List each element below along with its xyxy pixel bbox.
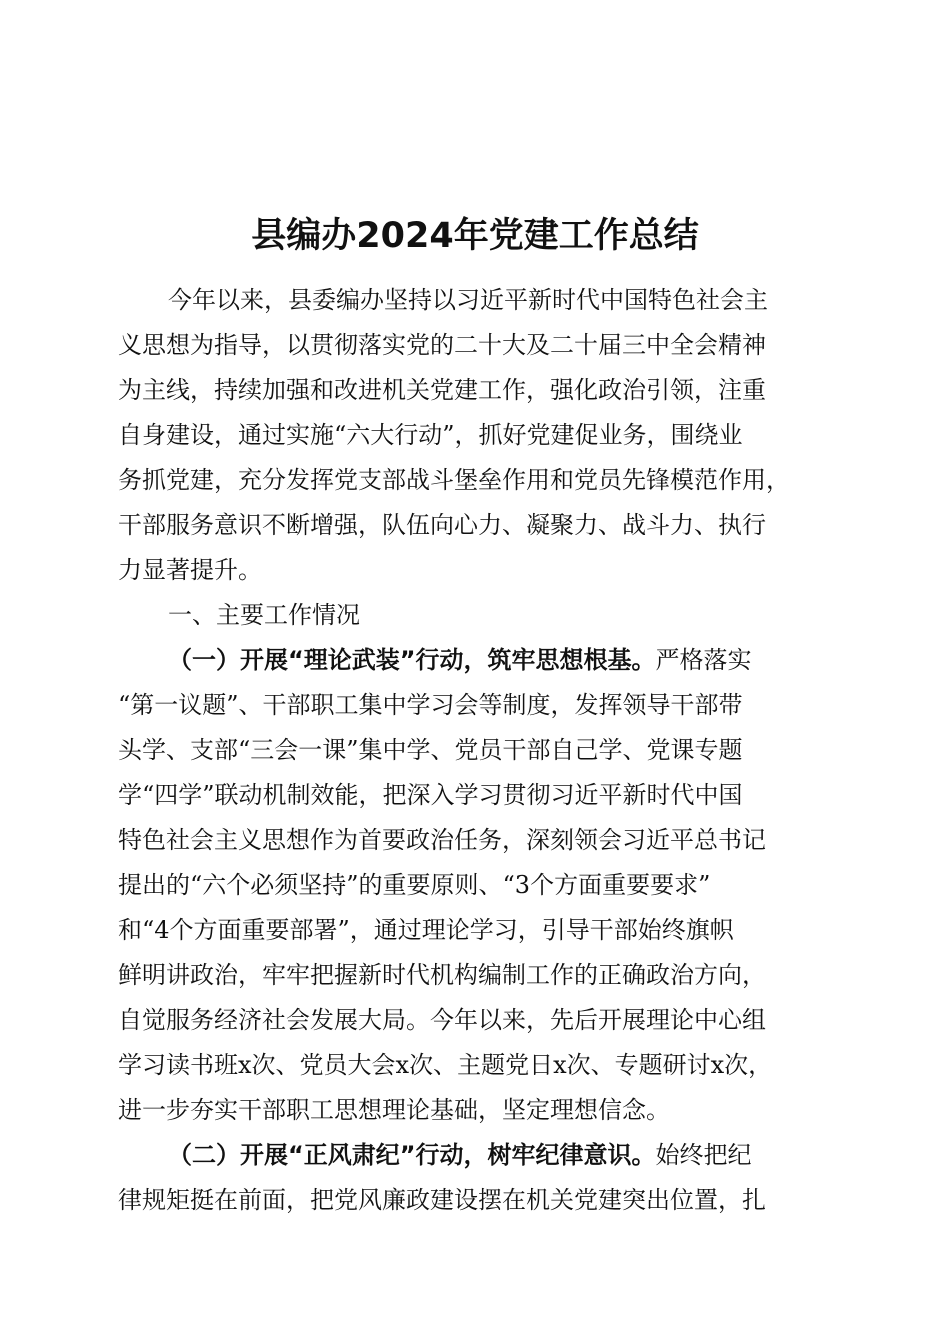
paragraph-line: 学“四学”联动机制效能，把深入学习贯彻习近平新时代中国 [118,781,743,809]
paragraph-line: 头学、支部“三会一课”集中学、党员干部自己学、党课专题 [118,736,743,764]
paragraph-line: “第一议题”、干部职工集中学习会等制度，发挥领导干部带 [118,691,743,719]
paragraph-line: 鲜明讲政治，牢牢把握新时代机构编制工作的正确政治方向， [118,961,766,989]
intro-paragraph [118,278,838,593]
paragraph-line: 今年以来，县委编办坚持以习近平新时代中国特色社会主 [168,286,768,314]
document-body [118,278,838,1223]
subsection-text: 始终把纪 [655,1141,752,1169]
subsection-first-line [118,1133,838,1178]
paragraph-line: 特色社会主义思想作为首要政治任务，深刻领会习近平总书记 [118,826,766,854]
paragraph-line: 为主线，持续加强和改进机关党建工作，强化政治引领，注重 [118,376,766,404]
subsection-1 [118,638,838,1133]
paragraph-line: 自觉服务经济社会发展大局。今年以来，先后开展理论中心组 [118,1006,766,1034]
document-title: 县编办2024年党建工作总结 [251,216,699,256]
paragraph-line: 力显著提升。 [118,556,262,584]
paragraph-line: 义思想为指导，以贯彻落实党的二十大及二十届三中全会精神 [118,331,766,359]
paragraph-line: 务抓党建，充分发挥党支部战斗堡垒作用和党员先锋模范作用， [118,466,790,494]
paragraph-line: 自身建设，通过实施“六大行动”，抓好党建促业务，围绕业 [118,421,743,449]
subsection-2 [118,1133,838,1223]
subsection-heading: （一）开展“理论武装”行动，筑牢思想根基。 [168,646,656,674]
paragraph-line: 律规矩挺在前面，把党风廉政建设摆在机关党建突出位置，扎 [118,1186,766,1214]
paragraph-line: 干部服务意识不断增强，队伍向心力、凝聚力、战斗力、执行 [118,511,766,539]
section-heading: 一、主要工作情况 [168,601,360,629]
subsection-first-line [118,638,838,683]
paragraph-line: 进一步夯实干部职工思想理论基础，坚定理想信念。 [118,1096,670,1124]
subsection-text: 严格落实 [655,646,752,674]
subsection-heading: （二）开展“正风肃纪”行动，树牢纪律意识。 [168,1141,656,1169]
paragraph-line: 提出的“六个必须坚持”的重要原则、“3个方面重要要求” [118,871,711,899]
paragraph-line: 和“4个方面重要部署”，通过理论学习，引导干部始终旗帜 [118,916,734,944]
paragraph-line: 学习读书班x次、党员大会x次、主题党日x次、专题研讨x次， [118,1051,773,1079]
